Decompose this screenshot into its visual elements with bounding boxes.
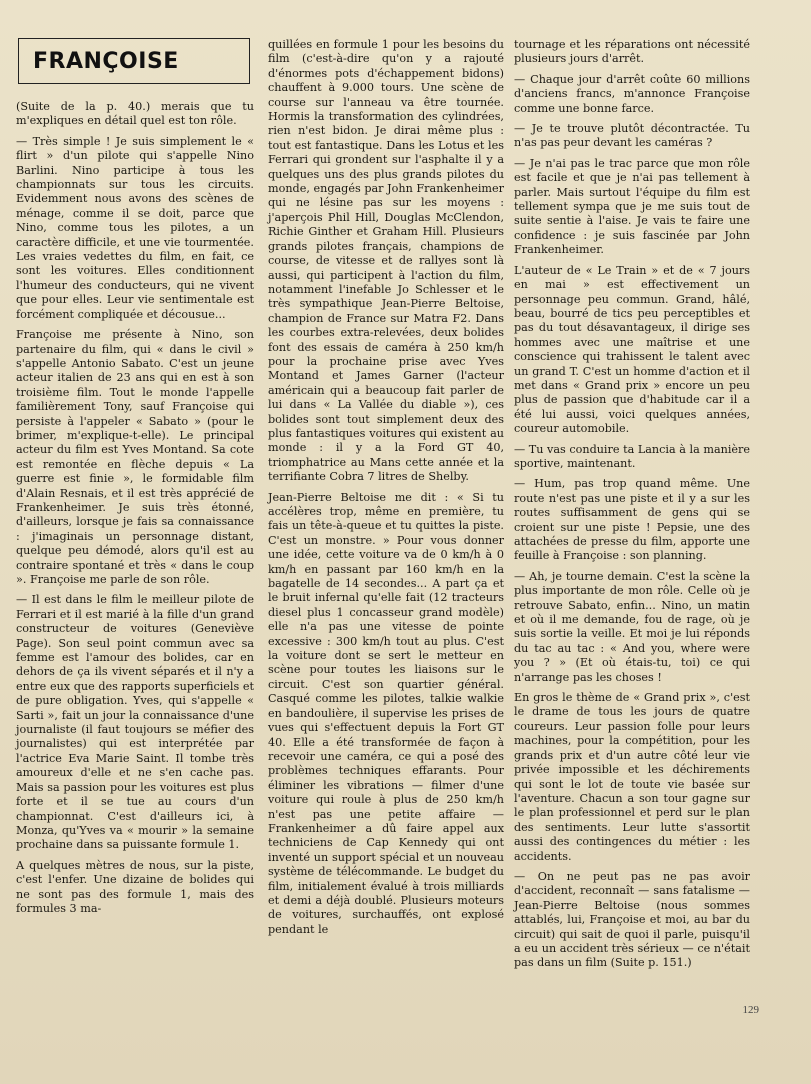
paragraph: — Ah, je tourne demain. C'est la scène la plus importante de mon rôle. Celle où je retrouve Sabato, enfin... Nino, un matin et où il me demande, fou de rage, où je suis sortie la veille. Et moi je lui réponds du tac au tac : « And you, where were you ? » (Et où étais-tu, toi) ce qui n'arrange pas les choses ! — [514, 569, 750, 684]
paragraph: quillées en formule 1 pour les besoins du film (c'est-à-dire qu'on y a rajouté d'énormes pots d'échappement bidons) chauffent à 9.000 tours. Une scène de course sur l'anneau va être tournée. Hormis la transformation des cylindrées, rien n'est bidon. Je dirai même plus : tout est fantastique. Dans les Lotus et les Ferrari qui grondent sur l'asphalte il y a quelques uns des plus grands pilotes du monde, engagés par John Frankenheimer qui ne lésine pas sur les moyens : j'aperçois Phil Hill, Douglas McClendon, Richie Ginther et Graham Hill. Plusieurs grands pilotes français, champions de course, de vitesse et de rallyes sont là aussi, qui participent à l'action du film, notamment l'inefable Jo Schlesser et le très sympathique Jean-Pierre Beltoise, champion de France sur Matra F2. Dans les courbes extra-relevées, deux bolides font des essais de caméra à 250 km/h pour la prochaine prise avec Yves Montand et James Garner (l'acteur américain qui a beaucoup fait parler de lui dans « La Vallée du diable »), ces bolides sont tout simplement deux des plus fantastiques voitures qui existent au monde : il y a la Ford GT 40, triomphatrice au Mans cette année et la terrifiante Cobra 7 litres de Shelby. — [268, 38, 504, 484]
paragraph: — Chaque jour d'arrêt coûte 60 millions d'anciens francs, m'annonce Françoise comme une bonne farce. — [514, 72, 750, 115]
paragraph: — Très simple ! Je suis simplement le « flirt » d'un pilote qui s'appelle Nino Barlini. Nino participe à tous les championnats sur tous les circuits. Evidemment nous avons des scènes de ménage, comme il se doit, parce que Nino, comme tous les pilotes, a un caractère difficile, et une vie tourmentée. Les vraies vedettes du film, en fait, ce sont les voitures. Elles conditionnent l'humeur des conducteurs, qui ne vivent que pour elles. Leur vie sentimentale est forcément compliquée et décousue... — [16, 134, 254, 321]
paragraph: En gros le thème de « Grand prix », c'est le drame de tous les jours de quatre coureurs. Leur passion folle pour leurs machines, pour la compétition, pour les grands prix et d'un autre côté leur vie privée impossible et les déchirements qui sont le lot de toute vie basée sur l'aventure. Chacun a son tour gagne sur le plan professionnel et perd sur le plan des sentiments. Leur lutte s'assortit aussi des contingences du métier : les accidents. — [514, 691, 750, 863]
text-column-3 — [514, 38, 750, 1084]
paragraph: — Tu vas conduire ta Lancia à la manière sportive, maintenant. — [514, 442, 750, 470]
paragraph: L'auteur de « Le Train » et de « 7 jours en mai » est effectivement un personnage peu commun. Grand, hâlé, beau, bourré de tics peu perceptibles et pas du tout désavantageux, il dirige ses hommes avec une maîtrise et une conscience qui trahissent le talent avec un grand T. C'est un homme d'action et il met dans « Grand prix » encore un peu plus de passion que d'habitude car il a été lui aussi, voici quelques années, coureur automobile. — [514, 263, 750, 436]
paragraph: A quelques mètres de nous, sur la piste, c'est l'enfer. Une dizaine de bolides qui ne sont pas des formule 1, mais des formules 3 ma- — [16, 858, 254, 915]
article-title-box — [18, 38, 250, 84]
text-column-2 — [268, 38, 504, 1084]
paragraph: (Suite de la p. 40.) merais que tu m'expliques en détail quel est ton rôle. — [16, 100, 254, 128]
article-title: FRANÇOISE — [33, 48, 179, 74]
paragraph: — Hum, pas trop quand même. Une route n'est pas une piste et il y a sur les routes suffisamment de gens qui se croient sur une piste ! Pepsie, une des attachées de presse du film, apporte une feuille à Françoise : son planning. — [514, 477, 750, 563]
paragraph: Françoise me présente à Nino, son partenaire du film, qui « dans le civil » s'appelle Antonio Sabato. C'est un jeune acteur italien de 23 ans qui en est à son troisième film. Tout le monde l'appelle familièrement Tony, sauf Françoise qui persiste à l'appeler « Sabato » (pour le brimer, m'explique-t-elle). Le principal acteur du film est Yves Montand. Sa cote est remontée en flèche depuis « La guerre est finie », le formidable film d'Alain Resnais, et il est très apprécié de Frankenheimer. Je suis très étonné, d'ailleurs, lorsque je fais sa connaissance : j'imaginais un personnage distant, quelque peu démodé, alors qu'il est au contraire spontané et très « dans le coup ». Françoise me parle de son rôle. — [16, 328, 254, 586]
paragraph: — Il est dans le film le meilleur pilote de Ferrari et il est marié à la fille d'un grand constructeur de voitures (Geneviève Page). Son seul point commun avec sa femme est l'amour des bolides, car en dehors de ça ils vivent séparés et il n'y a entre eux que des rapports superficiels et de pure obligation. Yves, qui s'appelle « Sarti », fait un jour la connaissance d'une journaliste (il faut toujours se méfier des journalistes) qui est interprétée par l'actrice Eva Marie Saint. Il tombe très amoureux d'elle et ne s'en cache pas. Mais sa passion pour les voitures est plus forte et il se tue au cours d'un championnat. C'est d'ailleurs ici, à Monza, qu'Yves va « mourir » la semaine prochaine dans sa puissante formule 1. — [16, 593, 254, 852]
paragraph: — Je n'ai pas le trac parce que mon rôle est facile et que je n'ai pas tellement à parler. Mais surtout l'équipe du film est tellement sympa que je me suis tout de suite sentie à l'aise. Je vais te faire une confidence : je suis fascinée par John Frankenheimer. — [514, 156, 750, 257]
paragraph: tournage et les réparations ont nécessité plusieurs jours d'arrêt. — [514, 38, 750, 66]
paragraph: — On ne peut pas ne pas avoir d'accident, reconnaît — sans fatalisme — Jean-Pierre Beltoise (nous sommes attablés, lui, Françoise et moi, au bar du circuit) qui sait de quoi il parle, puisqu'il a eu un accident très sérieux — ce n'était pas dans un film (Suite p. 151.) — [514, 869, 750, 970]
paragraph: — Je te trouve plutôt décontractée. Tu n'as pas peur devant les caméras ? — [514, 122, 750, 150]
page-number: 129 — [742, 1004, 759, 1016]
paragraph: Jean-Pierre Beltoise me dit : « Si tu accélères trop, même en première, tu fais un tête-à-queue et tu quittes la piste. C'est un monstre. » Pour vous donner une idée, cette voiture va de 0 km/h à 0 km/h en passant par 160 km/h en la bagatelle de 14 secondes... A part ça et le bruit infernal qu'elle fait (12 tracteurs diesel plus 1 concasseur grand modèle) elle n'a pas une vitesse de pointe excessive : 300 km/h tout au plus. C'est la voiture dont se sert le metteur en scène pour toutes les liaisons sur le circuit. C'est son quartier général. Casqué comme les pilotes, talkie walkie en bandoulière, il supervise les prises de vues qui s'effectuent depuis la Fort GT 40. Elle a été transformée de façon à recevoir une caméra, ce qui a posé des problèmes techniques effarants. Pour éliminer les vibrations — filmer d'une voiture qui roule à plus de 250 km/h n'est pas une petite affaire — Frankenheimer a dû faire appel aux techniciens de Cap Kennedy qui ont inventé un support spécial et un nouveau système de télécommande. Le budget du film, initialement évalué à trois milliards et demi a déjà doublé. Plusieurs moteurs de voitures, surchauffés, ont explosé pendant le — [268, 490, 504, 936]
text-column-1 — [16, 100, 254, 1084]
